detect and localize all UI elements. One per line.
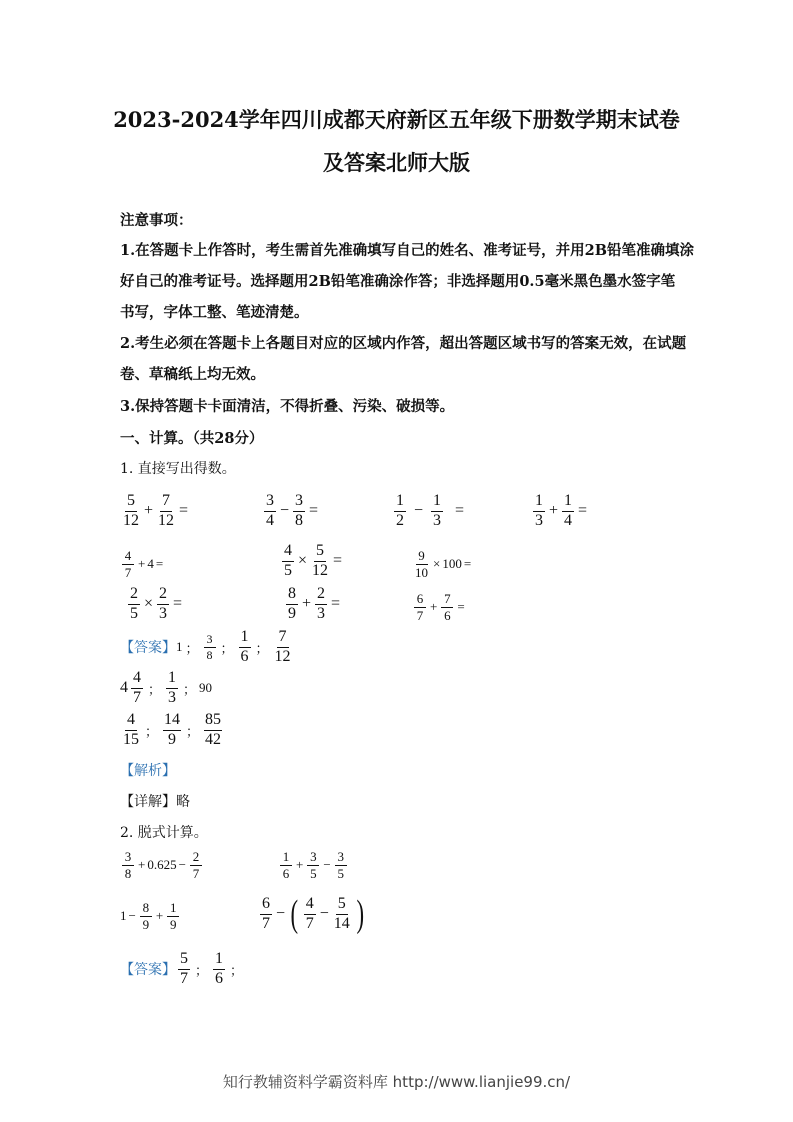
expr-4-7-plus-4: $\frac{4}{7}$ + 4 =	[120, 549, 165, 579]
detail-text: 略	[176, 794, 190, 810]
note-2-line-a: 2.考生必须在答题卡上各题目对应的区域内作答，超出答题区域书写的答案无效，在试题	[120, 335, 687, 352]
expr-6-7-plus-7-6: $\frac{6}{7}$ + $\frac{7}{6}$ =	[412, 592, 467, 622]
expr-1-3-plus-1-4: $\frac{1}{3}$ + $\frac{1}{4}$ =	[535, 492, 588, 529]
document-title-line1: 2023-2024学年四川成都天府新区五年级下册数学期末试卷	[113, 107, 680, 132]
expr-9-10-times-100: $\frac{9}{10}$ × 100 =	[415, 548, 472, 580]
document-title-line2: 及答案北师大版	[323, 150, 470, 175]
q2-answer-row: 【答案】 $\frac{5}{7}$ ； $\frac{1}{6}$ ；	[120, 950, 244, 987]
expr-3-8-plus-0625-minus-2-7: $\frac{3}{8}$ + 0.625 − $\frac{2}{7}$	[120, 850, 204, 880]
expr-6-7-minus-paren-4-7-minus-5-14: $\frac{6}{7}$ − ( $\frac{4}{7}$ − $\frac{5}{14}$ )	[262, 893, 364, 935]
expr-1-6-plus-3-5-minus-3-5: $\frac{1}{6}$ + $\frac{3}{5}$ − $\frac{3}{5}$	[278, 850, 349, 880]
note-1-line-a: 1.在答题卡上作答时，考生需首先准确填写自己的姓名、准考证号，并用2B铅笔准确填涂	[120, 242, 694, 259]
expr-1-2-minus-1-3: $\frac{1}{2}$ − $\frac{1}{3}$ =	[396, 492, 465, 529]
note-3: 3.保持答题卡卡面清洁，不得折叠、污染、破损等。	[120, 398, 455, 415]
expr-4-5-times-5-12: $\frac{4}{5}$ × $\frac{5}{12}$ =	[284, 542, 343, 579]
expr-2-5-times-2-3: $\frac{2}{5}$ × $\frac{2}{3}$ =	[130, 585, 183, 622]
answer-tag: 【答案】	[120, 641, 176, 657]
section-1-heading: 一、计算。（共28分）	[120, 430, 264, 447]
q1-answer-row-3: $\frac{4}{15}$ ； $\frac{14}{9}$ ； $\frac{85}{42}$	[123, 711, 222, 748]
expr-8-9-plus-2-3: $\frac{8}{9}$ + $\frac{2}{3}$ =	[288, 585, 341, 622]
detail-line	[120, 791, 190, 811]
q1-answer-row-2: 4 $\frac{4}{7}$ ； $\frac{1}{3}$ ； 90	[120, 669, 213, 706]
expr-3-4-minus-3-8: $\frac{3}{4}$ − $\frac{3}{8}$ =	[266, 492, 319, 529]
note-2-line-b: 卷、草稿纸上均无效。	[120, 366, 265, 383]
q1-answer-row-1: 【答案】 1 ； $\frac{3}{8}$ ； $\frac{1}{6}$ ； $\frac{7}{12}$	[120, 628, 291, 665]
analysis-tag: 【解析】	[120, 763, 176, 779]
note-1-line-c: 书写，字体工整、笔迹清楚。	[120, 304, 309, 321]
notes-heading: 注意事项：	[120, 212, 193, 229]
expr-1-minus-8-9-plus-1-9: 1 − $\frac{8}{9}$ + $\frac{1}{9}$	[120, 901, 181, 931]
question-1-text: 1. 直接写出得数。	[120, 461, 236, 477]
detail-tag: 【详解】	[120, 794, 176, 810]
expr-5-12-plus-7-12: $\frac{5}{12}$ + $\frac{7}{12}$ =	[123, 492, 189, 529]
footer-watermark: 知行教辅资料学霸资料库 http://www.lianjie99.cn/	[222, 1073, 571, 1091]
question-2-text: 2. 脱式计算。	[120, 825, 208, 841]
note-1-line-b: 好自己的准考证号。选择题用2B铅笔准确涂作答；非选择题用0.5毫米黑色墨水签字笔	[120, 273, 676, 290]
answer-tag-q2: 【答案】	[120, 963, 176, 979]
mixed-number-4-4-7: 4 $\frac{4}{7}$	[120, 669, 141, 706]
